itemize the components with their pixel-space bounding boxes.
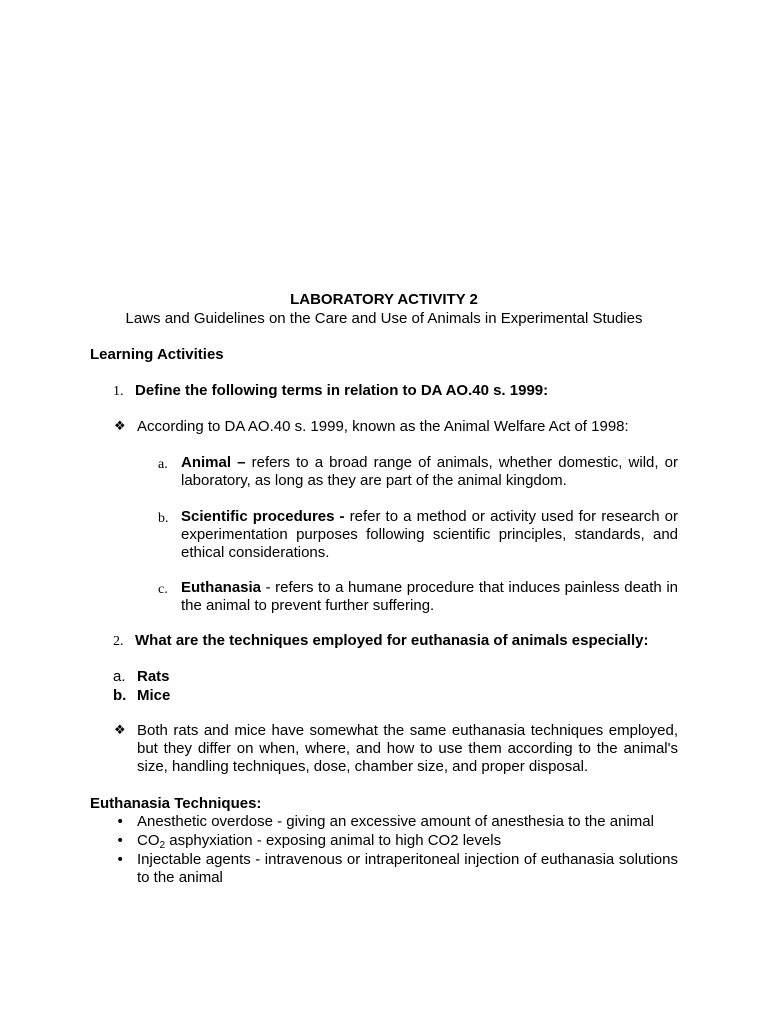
definition-c-marker: c. (158, 582, 168, 597)
definition-b-marker: b. (158, 511, 169, 526)
technique-item-co2-asphyxiation (137, 832, 501, 850)
definition-term: Euthanasia (181, 579, 262, 596)
technique-item-injectable-agents: Injectable agents - intravenous or intraperitoneal injection of euthanasia solutions to the animal (137, 851, 678, 886)
bullet-icon: • (116, 814, 125, 830)
intro-statement: According to DA AO.40 s. 1999, known as the Animal Welfare Act of 1998: (137, 418, 629, 435)
animal-rats-label: Rats (137, 668, 170, 685)
answer-paragraph: Both rats and mice have somewhat the same euthanasia techniques employed, but they differ on when, where, and how to use them according to the animal's size, handling techniques, dose, chamber size, and proper disposal. (137, 722, 678, 775)
diamond-bullet-icon: ❖ (114, 419, 126, 434)
technique-text-suffix: asphyxiation - exposing animal to high CO2 levels (165, 832, 502, 849)
section-heading-learning-activities: Learning Activities (90, 346, 224, 363)
diamond-bullet-icon: ❖ (114, 723, 126, 738)
definition-scientific-procedures (181, 508, 678, 562)
technique-item-anesthetic-overdose: Anesthetic overdose - giving an excessive amount of anesthesia to the animal (137, 813, 654, 830)
question-2-text: What are the techniques employed for euthanasia of animals especially: (135, 632, 649, 649)
question-1-text: Define the following terms in relation to DA AO.40 s. 1999: (135, 382, 549, 399)
section-heading-euthanasia-techniques: Euthanasia Techniques: (90, 795, 262, 812)
animal-b-marker: b. (113, 687, 127, 704)
definition-text: refer to a method or activity used for research or experimentation purposes following scientific principles, standards, and ethical considerations. (181, 508, 678, 561)
question-2-number: 2. (113, 634, 124, 649)
technique-text-prefix: CO (137, 832, 160, 849)
definition-a-marker: a. (158, 457, 168, 472)
technique-subscript: 2 (159, 840, 166, 851)
definition-animal (181, 454, 678, 490)
definition-text: - refers to a humane procedure that induces painless death in the animal to prevent further suffering. (181, 579, 678, 614)
definition-term: Scientific procedures - (181, 508, 345, 525)
definition-term: Animal – (181, 454, 246, 471)
bullet-icon: • (116, 852, 125, 868)
definition-euthanasia (181, 579, 678, 615)
document-subtitle: Laws and Guidelines on the Care and Use of Animals in Experimental Studies (125, 310, 643, 327)
animal-a-marker: a. (113, 668, 126, 685)
document-title: LABORATORY ACTIVITY 2 (290, 291, 478, 308)
question-1-number: 1. (113, 384, 124, 399)
animal-mice-label: Mice (137, 687, 171, 704)
bullet-icon: • (116, 833, 125, 849)
definition-text: refers to a broad range of animals, whether domestic, wild, or laboratory, as long as they are part of the animal kingdom. (181, 454, 678, 489)
